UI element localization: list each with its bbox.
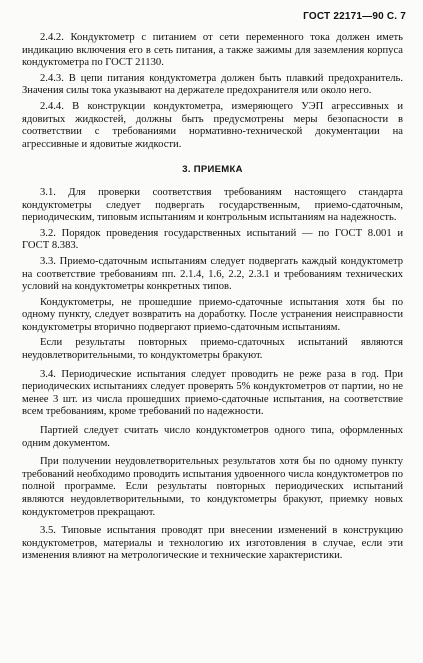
page-content [22, 32, 403, 566]
section-title: 3. ПРИЕМКА [182, 164, 243, 176]
paragraph-3-5: 3.5. Типовые испытания проводят при внесении изменений в конструкцию кондуктометров, материалы и технологию их изготовления в случае, если эти изменения влияют на метрологические и технические характеристики. [22, 525, 403, 562]
page-header: ГОСТ 22171—90 С. 7 [303, 11, 406, 22]
paragraph-3-1: 3.1. Для проверки соответствия требованиям настоящего стандарта кондуктометры следует подвергать государственным, приемо-сдаточным, периодическим, типовым испытаниям и контрольным испытаниям на надежность. [22, 186, 403, 224]
paragraph-2-4-3: 2.4.3. В цепи питания кондуктометра должен быть плавкий предохранитель. Значения силы тока указывают на держателе предохранителя или около него. [22, 72, 403, 97]
paragraph-repeat-results: Если результаты повторных приемо-сдаточных испытаний являются неудовлетворительными, то кондуктометры бракуют. [22, 337, 403, 362]
paragraph-2-4-2: 2.4.2. Кондуктометр с питанием от сети переменного тока должен иметь индикацию включения его в сеть питания, а также зажимы для заземления корпуса кондуктометра по ГОСТ 21130. [22, 32, 403, 69]
paragraph-2-4-4: 2.4.4. В конструкции кондуктометра, измеряющего УЭП агрессивных и ядовитых жидкостей, должны быть предусмотрены меры безопасности в соответствии с требованиями нормативно-технической документации на агрессивные и ядовитые жидкости. [22, 100, 403, 150]
paragraph-rejection: Кондуктометры, не прошедшие приемо-сдаточные испытания хотя бы по одному пункту, следует возвратить на доработку. После устранения неисправности кондуктометры вторично подвергают приемо-сдаточным испытаниям. [22, 296, 403, 333]
paragraph-unsatisfactory: При получении неудовлетворительных результатов хотя бы по одному пункту требований необходимо проводить испытания удвоенного числа кондуктометров по полной программе. Если результаты повторных периодических испытаний являются неудовлетворительными, то кондуктометры бракуют, приемку новых кондуктометров прекращают. [22, 456, 403, 518]
paragraph-batch: Партией следует считать число кондуктометров одного типа, оформленных одним документом. [22, 425, 403, 449]
paragraph-3-2: 3.2. Порядок проведения государственных испытаний — по ГОСТ 8.001 и ГОСТ 8.383. [22, 227, 403, 252]
paragraph-3-4: 3.4. Периодические испытания следует проводить не реже раза в год. При периодических испытаниях следует проверять 5% кондуктометров от партии, но не менее 3 шт. из числа прошедших приемо-сдаточные испытания, на соответствие всем требованиям, кроме требований по надежности. [22, 368, 403, 418]
paragraph-3-3: 3.3. Приемо-сдаточным испытаниям следует подвергать каждый кондуктометр на соответствие требованиям пп. 2.1.4, 1.6, 2.2, 2.3.1 и требованиям технических условий на кондуктометры конкретных типов. [22, 255, 403, 293]
